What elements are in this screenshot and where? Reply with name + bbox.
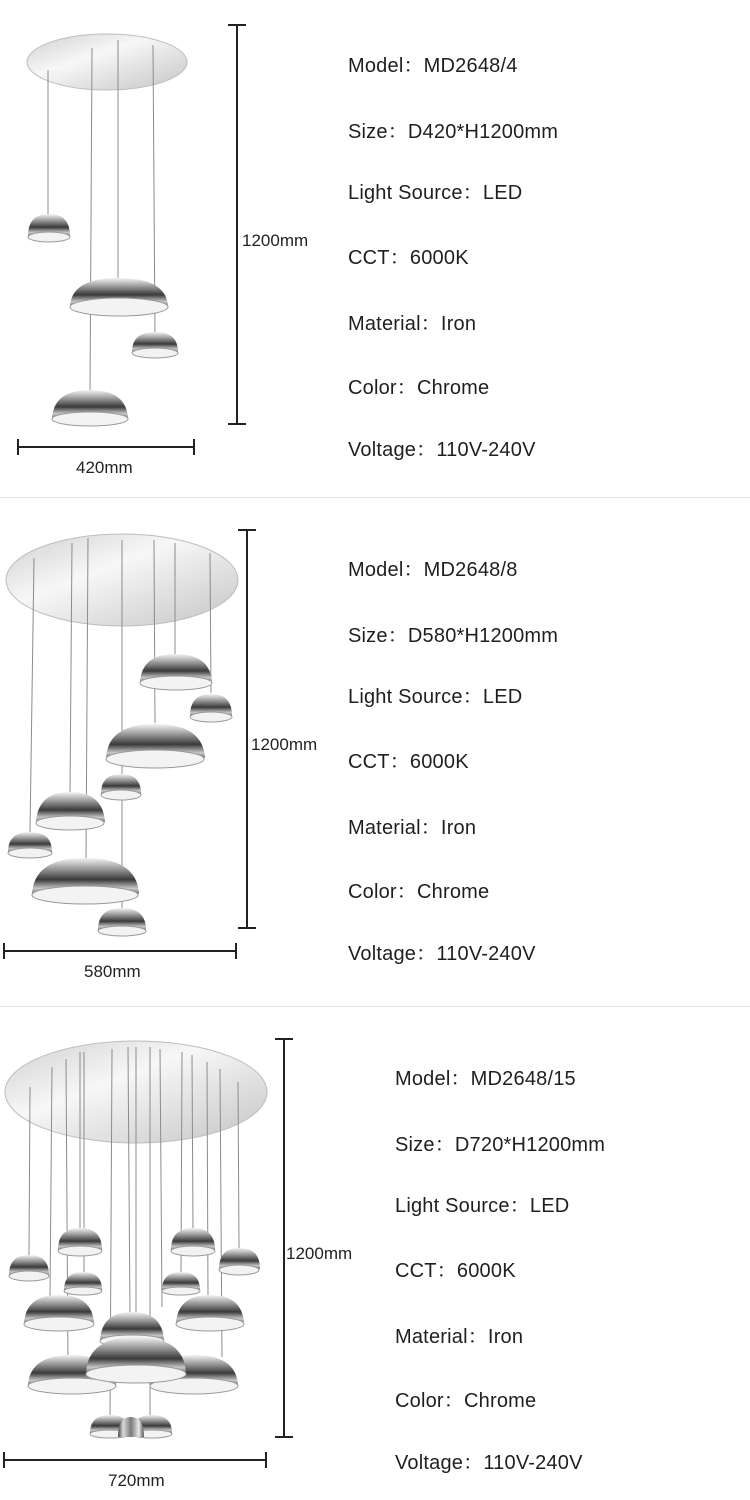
height-dimension-label: 1200mm (251, 735, 318, 754)
width-dimension-label: 420mm (76, 458, 133, 477)
height-dimension-label: 1200mm (242, 231, 309, 250)
model-spec: Model：MD2648/4 (348, 55, 518, 77)
voltage-spec: Voltage：110V-240V (348, 439, 536, 461)
light-source-spec: Light Source：LED (348, 686, 523, 708)
product-section-2 (0, 498, 750, 1006)
cct-spec: CCT：6000K (348, 751, 469, 773)
cct-spec: CCT：6000K (348, 247, 469, 269)
material-spec: Material：Iron (395, 1326, 524, 1348)
model-spec: Model：MD2648/15 (395, 1068, 576, 1090)
color-spec: Color：Chrome (395, 1390, 537, 1412)
material-spec: Material：Iron (348, 817, 477, 839)
model-spec: Model：MD2648/8 (348, 559, 518, 581)
size-spec: Size：D720*H1200mm (395, 1134, 606, 1156)
voltage-spec: Voltage：110V-240V (348, 943, 536, 965)
product-section-3 (0, 1007, 750, 1500)
color-spec: Color：Chrome (348, 377, 490, 399)
size-spec: Size：D420*H1200mm (348, 121, 559, 143)
cct-spec: CCT：6000K (395, 1260, 516, 1282)
width-dimension-label: 580mm (84, 962, 141, 981)
height-dimension-label: 1200mm (286, 1244, 353, 1263)
size-spec: Size：D580*H1200mm (348, 625, 559, 647)
product-section-1 (0, 0, 750, 497)
material-spec: Material：Iron (348, 313, 477, 335)
light-source-spec: Light Source：LED (348, 182, 523, 204)
color-spec: Color：Chrome (348, 881, 490, 903)
voltage-spec: Voltage：110V-240V (395, 1452, 583, 1474)
width-dimension-label: 720mm (108, 1471, 165, 1490)
light-source-spec: Light Source：LED (395, 1195, 570, 1217)
